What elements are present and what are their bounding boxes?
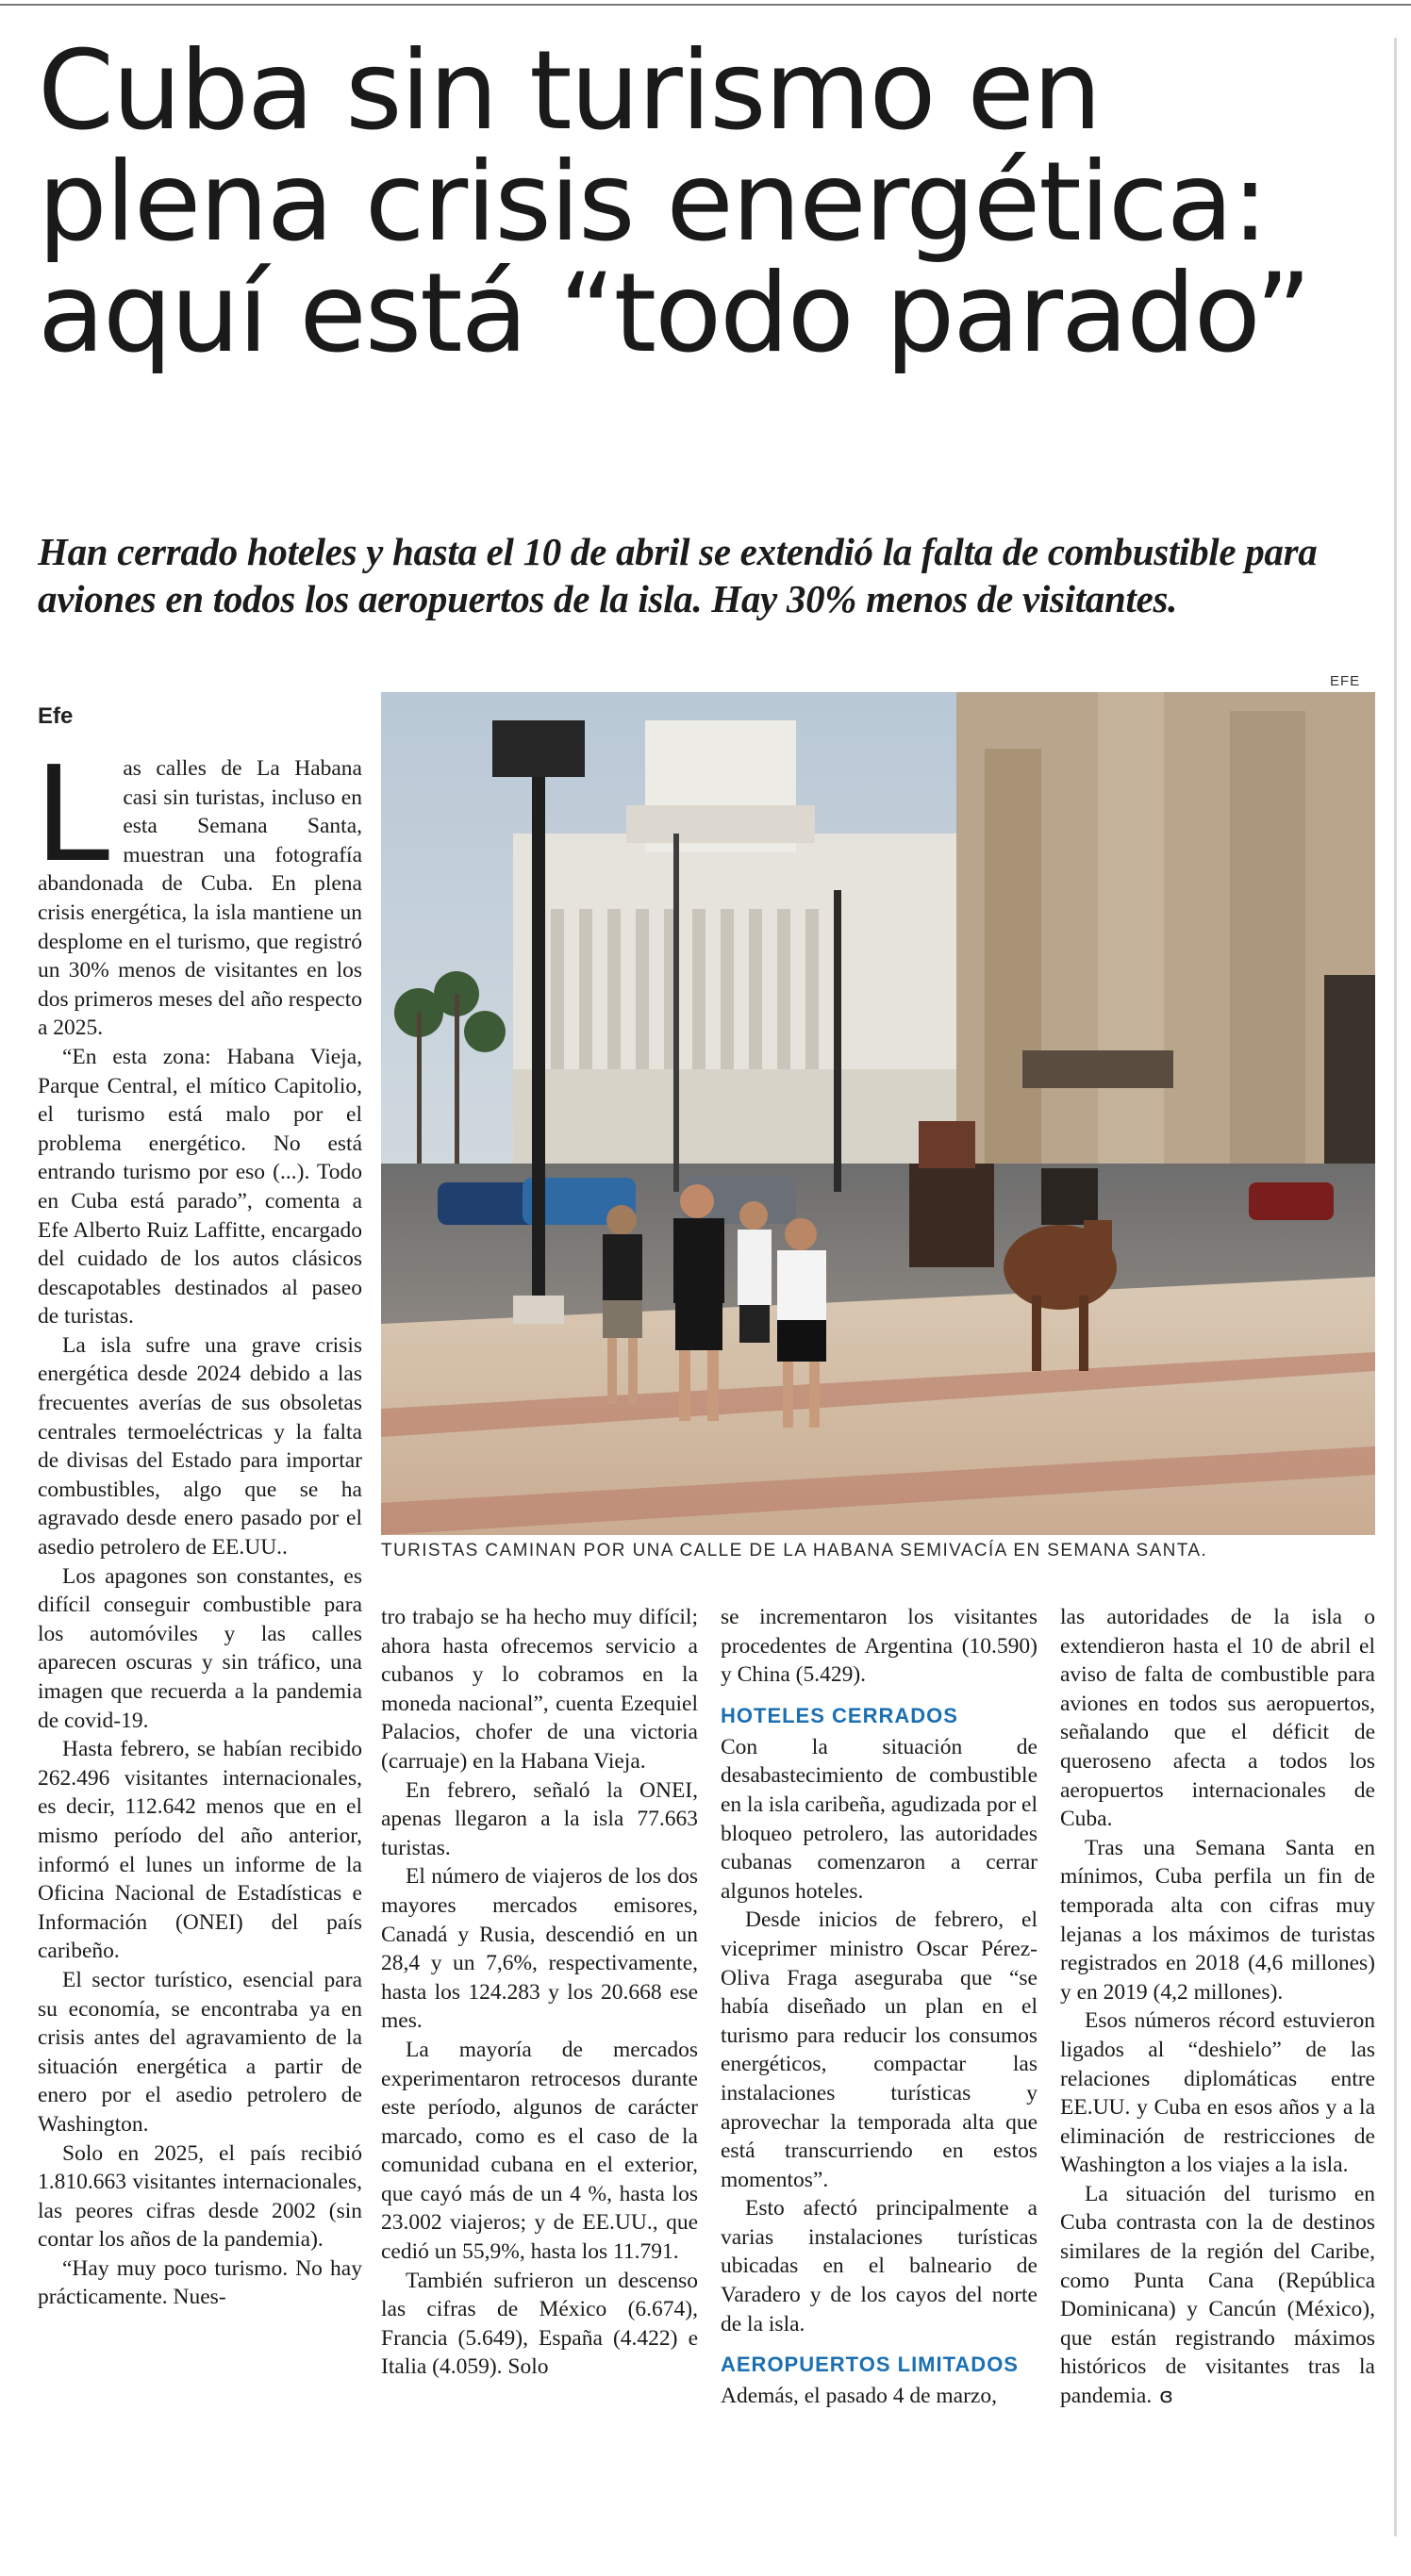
- drop-cap: L: [36, 735, 114, 890]
- headline: Cuba sin turismo en plena crisis energética: aquí está “todo parado”: [38, 27, 1310, 377]
- paragraph: La isla sufre una grave crisis energética desde 2024 debido a las frecuentes averías de sus obsoletas centrales termoeléctricas y la falta de divisas del Estado para importar combustibles, algo que se ha agravado desde enero pasado por el asedio petrolero de EE.UU..: [38, 1332, 362, 1560]
- paragraph: tro trabajo se ha hecho muy difícil; ahora hasta ofrecemos servicio a cubanos y lo cobramos en la moneda nacional”, cuenta Ezequiel Palacios, chofer de una victoria (carruaje) en la Habana Vieja.: [381, 1605, 698, 1774]
- paragraph: Los apagones son constantes, es difícil conseguir combustible para los automóviles y las calles aparecen oscuras y sin tráfico, una imagen que recuerda a la pandemia de covid-19.: [38, 1563, 362, 1733]
- paragraph: Desde inicios de febrero, el viceprimer ministro Oscar Pérez-Oliva Fraga aseguraba que “se había diseñado un plan en el turismo para reducir los consumos energéticos, compactar las instalaciones turísticas y aprovechar la temporada alta que está transcurriendo en estos momentos”.: [721, 1907, 1038, 2192]
- paragraph: “Hay muy poco turismo. No hay prácticamente. Nues-: [38, 2255, 362, 2310]
- article-column-2: [381, 1603, 698, 2382]
- final-text: La situación del turismo en Cuba contrasta con la de destinos similares de la región del Caribe, como Punta Cana (República Dominicana) y Cancún (México), que están registrando máximos históricos de visitantes tras la pandemia.: [1060, 2181, 1375, 2409]
- photo-credit: EFE: [1330, 673, 1361, 689]
- article-column-1: [36, 735, 362, 2312]
- subhead-hoteles-cerrados: HOTELES CERRADOS: [721, 1703, 958, 1727]
- paragraph: Solo en 2025, el país recibió 1.810.663 visitantes internacionales, las peores cifras desde 2002 (sin contar los años de la pandemia).: [38, 2140, 362, 2253]
- paragraph: Tras una Semana Santa en mínimos, Cuba perfila un fin de temporada alta con cifras muy lejanas a los máximos de turistas registrados en 2018 (4,6 millones) y en 2019 (4,2 millones).: [1060, 1835, 1375, 2005]
- subhead-aeropuertos-limitados: AEROPUERTOS LIMITADOS: [721, 2353, 1019, 2377]
- paragraph: Además, el pasado 4 de marzo,: [721, 2384, 997, 2409]
- photo-havana-street: [381, 692, 1375, 1535]
- byline: Efe: [38, 703, 74, 729]
- article-column-3: [721, 1603, 1038, 2411]
- paragraph: Con la situación de desabastecimiento de combustible en la isla caribeña, agudizada por el bloqueo petrolero, las autoridades cubanas comenzaron a cerrar algunos hoteles.: [721, 1734, 1038, 1904]
- paragraph: las autoridades de la isla o extendieron hasta el 10 de abril el aviso de falta de combustible para aviones en todos sus aeropuertos, señalando que el déficit de queroseno afecta a todos los aeropuertos internacionales de Cuba.: [1060, 1605, 1375, 1832]
- lead-paragraph: [36, 735, 362, 1043]
- lead-text: as calles de La Habana casi sin turistas, incluso en esta Semana Santa, muestran una fotografía abandonada de Cuba. En plena crisis energética, la isla mantiene un desplome en el turismo, que registró un 30% menos de visitantes en los dos primeros meses del año respecto a 2025.: [38, 756, 362, 1041]
- paragraph: Esto afectó principalmente a varias instalaciones turísticas ubicadas en el balneario de Varadero y de los cayos del norte de la isla.: [721, 2196, 1038, 2337]
- paragraph: En febrero, señaló la ONEI, apenas llegaron a la isla 77.663 turistas.: [381, 1777, 698, 1860]
- column-rule: [1394, 38, 1397, 2536]
- paragraph: Esos números récord estuvieron ligados al “deshielo” de las relaciones diplomáticas entre EE.UU. y Cuba en esos años y a la eliminación de restricciones de Washington a los viajes a la isla.: [1060, 2008, 1375, 2178]
- paragraph: Hasta febrero, se habían recibido 262.496 visitantes internacionales, es decir, 112.642 menos que en el mismo período del año anterior, informó el lunes un informe de la Oficina Nacional de Estadísticas e Información (ONEI) del país caribeño.: [38, 1737, 362, 1964]
- paragraph: se incrementaron los visitantes procedentes de Argentina (10.590) y China (5.429).: [721, 1605, 1038, 1688]
- paragraph: El sector turístico, esencial para su economía, se encontraba ya en crisis antes del agravamiento de la situación energética a partir de enero por el asedio petrolero de Washington.: [38, 1967, 362, 2137]
- article-column-4: [1060, 1603, 1375, 2412]
- paragraph: “En esta zona: Habana Vieja, Parque Central, el mítico Capitolio, el turismo está malo por el problema energético. No está entrando turismo por eso (...). Todo en Cuba está parado”, comenta a Efe Alberto Ruiz Laffitte, encargado del cuidado de los autos clásicos descapotables destinados al paseo de turistas.: [38, 1044, 362, 1329]
- paragraph: El número de viajeros de los dos mayores mercados emisores, Canadá y Rusia, descendió en un 28,4 y un 7,6%, respectivamente, hasta los 124.283 y los 20.668 ese mes.: [381, 1864, 698, 2034]
- paragraph: La mayoría de mercados experimentaron retrocesos durante este período, algunos de carácter marcado, como es el caso de la comunidad cubana en el exterior, que cayó más de un 4 %, hasta los 23.002 viajeros; y de EE.UU., que cedió un 55,9%, hasta los 11.791.: [381, 2037, 698, 2265]
- paragraph-final: [1060, 2180, 1375, 2412]
- deck: Han cerrado hoteles y hasta el 10 de abril se extendió la falta de combustible para aviones en todos los aeropuertos de la isla. Hay 30% menos de visitantes.: [38, 530, 1318, 620]
- top-rule: [0, 4, 1411, 6]
- paragraph: También sufrieron un descenso las cifras de México (6.674), Francia (5.649), España (4.422) e Italia (4.059). Solo: [381, 2268, 698, 2380]
- photo-caption: TURISTAS CAMINAN POR UNA CALLE DE LA HABANA SEMIVACÍA EN SEMANA SANTA.: [381, 1541, 1208, 1560]
- end-mark-icon: ɞ: [1159, 2385, 1173, 2409]
